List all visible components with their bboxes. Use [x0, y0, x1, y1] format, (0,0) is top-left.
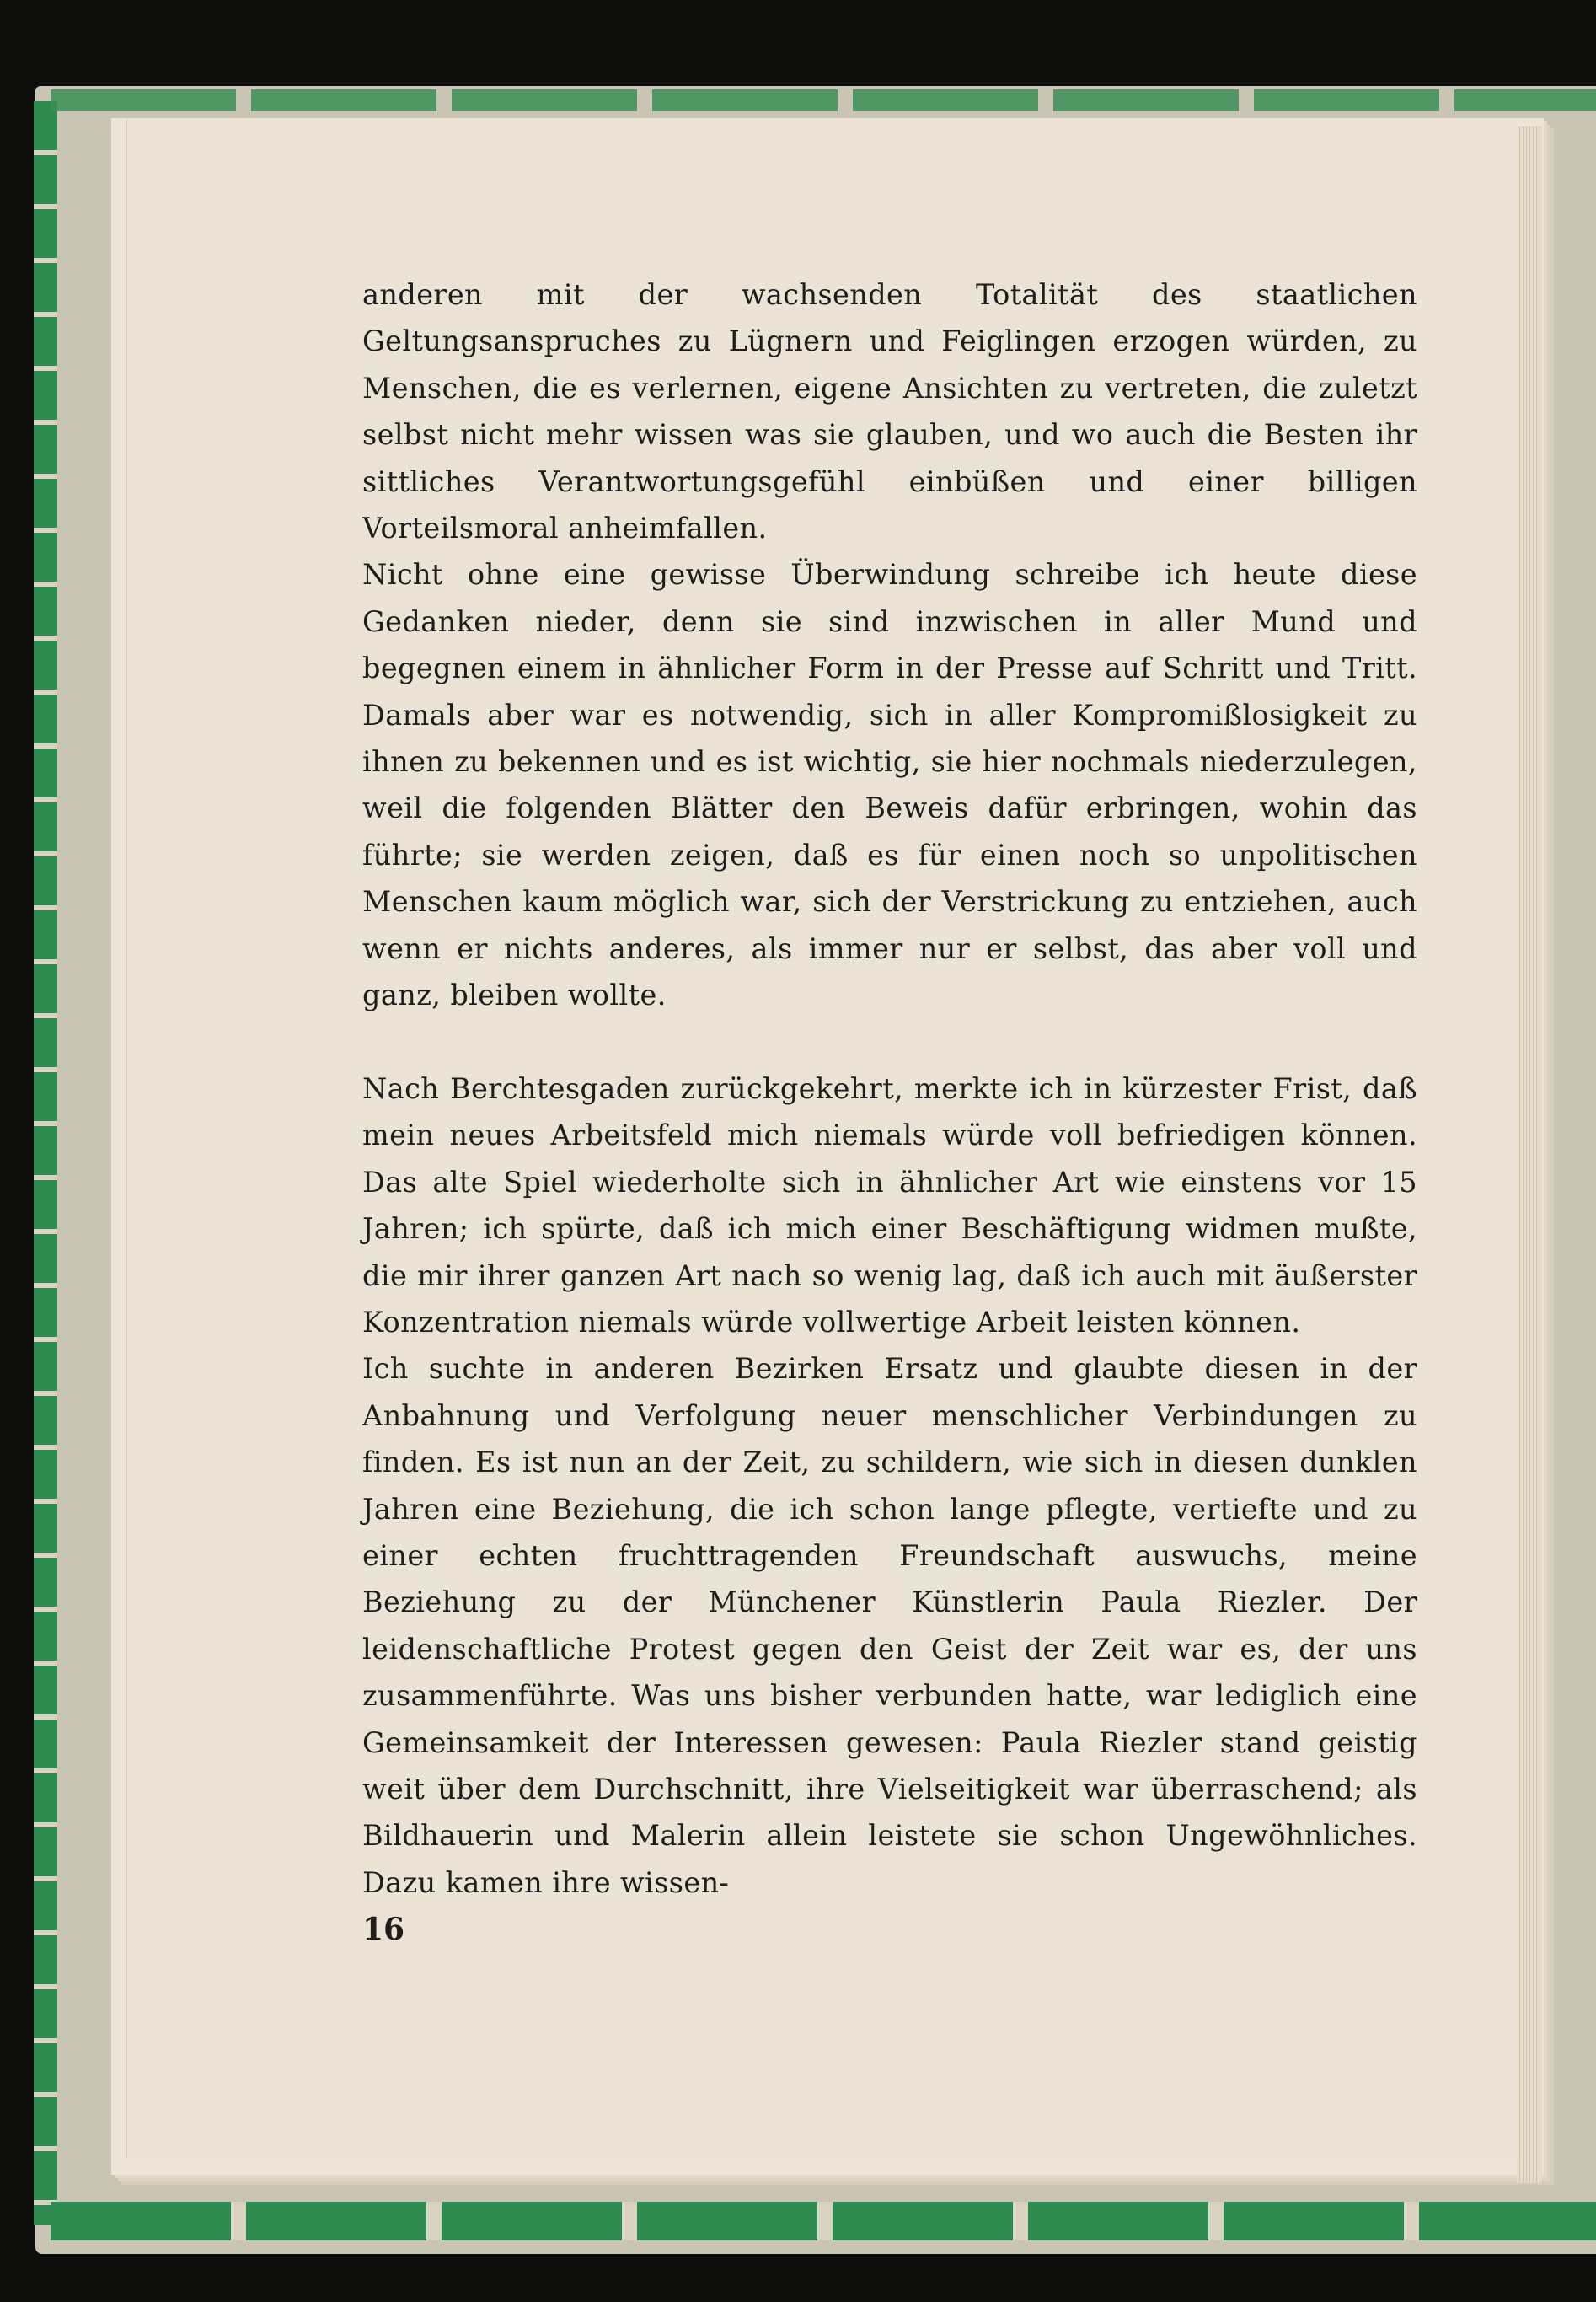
paragraph: Ich suchte in anderen Bezirken Ersatz und glaubte diesen in der Anbahnung und Verfolgung neuer menschlicher Verbindungen zu finden. Es ist nun an der Zeit, zu schildern, wie sich in diesen dunklen Jahren eine Beziehung, die ich schon lange pflegte, vertiefte und zu einer echten fruchttragenden Freundschaft auswuchs, meine Beziehung zu der Münchener Künstlerin Paula Riezler. Der leidenschaftliche Protest gegen den Geist der Zeit war es, der uns zusammenführte. Was uns bisher verbunden hatte, war lediglich eine Gemeinsamkeit der Interessen gewesen: Paula Riezler stand geistig weit über dem Durchschnitt, ihre Vielseitigkeit war überraschend; als Bildhauerin und Malerin allein leistete sie schon Ungewöhnliches. Dazu kamen ihre wissen- — [362, 1352, 1417, 1899]
cover-pattern-bottom — [51, 2202, 1596, 2240]
paragraph: anderen mit der wachsenden Totalität des staatlichen Geltungsanspruches zu Lügnern und Feiglingen erzogen würden, zu Menschen, die es verlernen, eigene Ansichten zu vertreten, die zuletzt selbst nicht mehr wissen was sie glauben, und wo auch die Besten ihr sittliches Verantwortungsgefühl einbüßen und einer billigen Vorteilsmoral anheimfallen. — [362, 278, 1417, 545]
paragraph: Nach Berchtesgaden zurückgekehrt, merkte ich in kürzester Frist, daß mein neues Arbeitsfeld mich niemals würde voll befriedigen können. Das alte Spiel wiederholte sich in ähnlicher Art wie einstens vor 15 Jahren; ich spürte, daß ich mich einer Beschäftigung widmen mußte, die mir ihrer ganzen Art nach so wenig lag, daß ich auch mit äußerster Konzentration niemals würde vollwertige Arbeit leisten können. — [362, 1071, 1417, 1339]
page-number: 16 — [362, 1912, 405, 1947]
cover-pattern-top — [51, 89, 1596, 111]
page-fore-edge — [1517, 126, 1542, 2183]
body-text — [362, 271, 1417, 1906]
section-break — [362, 1019, 1417, 1065]
cover-pattern-left — [34, 101, 57, 2225]
paragraph: Nicht ohne eine gewisse Überwindung schreibe ich heute diese Gedanken nieder, denn sie sind inzwischen in aller Mund und begegnen einem in ähnlicher Form in der Presse auf Schritt und Tritt. Damals aber war es notwendig, sich in aller Kompromißlosigkeit zu ihnen zu bekennen und es ist wichtig, sie hier nochmals niederzulegen, weil die folgenden Blätter den Beweis dafür erbringen, wohin das führte; sie werden zeigen, daß es für einen noch so unpolitischen Menschen kaum möglich war, sich der Verstrickung zu entziehen, auch wenn er nichts anderes, als immer nur er selbst, das aber voll und ganz, bleiben wollte. — [362, 558, 1417, 1012]
